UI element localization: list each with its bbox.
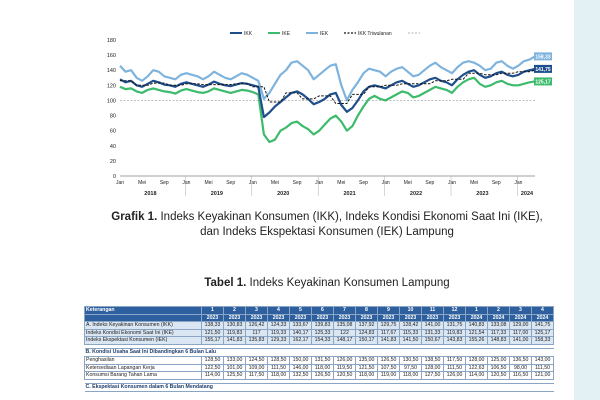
table-cell: 109,00 xyxy=(246,364,268,372)
table-cell: 126,42 xyxy=(246,322,268,330)
table-cell: 116,50 xyxy=(510,372,532,380)
table-cell: 158,33 xyxy=(532,337,554,345)
table-section-row xyxy=(85,348,554,356)
x-tick-label: Jan xyxy=(514,180,523,186)
table-cell: 126,00 xyxy=(444,372,466,380)
table-cell: 141,50 xyxy=(400,337,422,345)
table-cell: 130,50 xyxy=(400,356,422,364)
table-cell: 2023 xyxy=(246,314,268,322)
table-cell: 2023 xyxy=(312,314,334,322)
table-cell: 118,00 xyxy=(356,372,378,380)
table-cell: 140,17 xyxy=(290,329,312,337)
x-tick-label: Mei xyxy=(470,180,479,186)
table-cell: 119,83 xyxy=(444,329,466,337)
chart-end-labels xyxy=(534,52,552,85)
table-cell: 118,00 xyxy=(312,364,334,372)
table-cell: 2023 xyxy=(356,314,378,322)
table-cell: 128,50 xyxy=(268,356,290,364)
y-tick-label: 40 xyxy=(109,143,116,150)
table-cell: 137,92 xyxy=(356,322,378,330)
table-cell: 148,17 xyxy=(334,337,356,345)
table-cell: 133,00 xyxy=(224,356,246,364)
year-label: 2020 xyxy=(277,191,290,197)
table-cell: 155,26 xyxy=(466,337,488,345)
table-cell: 119,83 xyxy=(224,329,246,337)
year-label: 2018 xyxy=(144,191,157,197)
y-tick-label: 60 xyxy=(109,128,116,135)
table-cell: 11 xyxy=(422,307,444,315)
table-cell: 121,00 xyxy=(532,372,554,380)
table-row xyxy=(85,322,554,330)
table-cell: 148,83 xyxy=(488,337,510,345)
table-cell: 4 xyxy=(532,307,554,315)
figure-caption-label: Grafik 1. xyxy=(111,211,158,223)
x-tick-label: Jan xyxy=(115,180,125,186)
table-cell: 138,33 xyxy=(202,322,224,330)
table-cell: 126,00 xyxy=(334,356,356,364)
table-cell: 2024 xyxy=(466,314,488,322)
year-label: 2021 xyxy=(343,191,356,197)
table-cell: 128,42 xyxy=(400,322,422,330)
legend-label: IKK Triwulanan xyxy=(358,31,392,37)
series-line-ikk xyxy=(120,69,535,117)
table-cell: 2023 xyxy=(400,314,422,322)
table-title-label: Tabel 1. xyxy=(204,277,247,289)
table-cell: 143,00 xyxy=(532,356,554,364)
table-cell: 135,08 xyxy=(334,322,356,330)
x-tick-label: Jan xyxy=(447,180,457,186)
table-cell: 2023 xyxy=(224,314,246,322)
table-cell: 6 xyxy=(312,307,334,315)
year-label: 2023 xyxy=(476,191,489,197)
table-cell: 117,67 xyxy=(378,329,400,337)
table-cell: 2023 xyxy=(444,314,466,322)
table-cell: 101,00 xyxy=(224,364,246,372)
table-cell: 150,17 xyxy=(356,337,378,345)
table-cell: 128,00 xyxy=(422,364,444,372)
table-cell: 111,50 xyxy=(532,364,554,372)
table-cell: 141,75 xyxy=(532,322,554,330)
y-tick-label: 140 xyxy=(106,68,116,75)
table-cell: 2 xyxy=(488,307,510,315)
table-cell: 140,83 xyxy=(466,322,488,330)
table-cell: 121,54 xyxy=(466,329,488,337)
table-cell: 155,17 xyxy=(202,337,224,345)
table-cell: 127,50 xyxy=(422,372,444,380)
figure-caption-line2: dan Indeks Ekspektasi Konsumen (IEK) Lampung xyxy=(200,226,454,238)
x-tick-label: Jan xyxy=(381,180,390,186)
table-cell: 107,50 xyxy=(378,364,400,372)
table-cell: 118,00 xyxy=(268,372,290,380)
x-tick-label: Sep xyxy=(159,180,169,186)
table-header-row xyxy=(85,314,554,322)
row-label: A. Indeks Keyakinan Konsumen (IKK) xyxy=(85,322,202,330)
table-cell: 117 xyxy=(246,329,268,337)
table-cell: 121,50 xyxy=(202,329,224,337)
x-tick-label: Mei xyxy=(204,180,213,186)
table-cell: 2023 xyxy=(422,314,444,322)
table-cell: 126,50 xyxy=(312,372,334,380)
table-cell: 2024 xyxy=(532,314,554,322)
table-cell: 3 xyxy=(246,307,268,315)
table-cell: 98,00 xyxy=(510,364,532,372)
x-tick-label: Mei xyxy=(270,180,279,186)
row-label: Indeks Kondisi Ekonomi Saat Ini (IKE) xyxy=(85,329,202,337)
chart-legend xyxy=(230,31,420,37)
table-cell: 135,00 xyxy=(356,356,378,364)
table-cell: 141,00 xyxy=(422,322,444,330)
table-cell: 126,50 xyxy=(378,356,400,364)
y-tick-label: 100 xyxy=(106,98,116,105)
end-label: 141,75 xyxy=(535,66,551,73)
figure-caption-line1: Indeks Keyakinan Konsumen (IKK), Indeks Kondisi Ekonomi Saat Ini (IKE), xyxy=(160,211,543,223)
legend-label: IKE xyxy=(282,31,291,37)
table-cell: 131,33 xyxy=(422,329,444,337)
x-tick-label: Jan xyxy=(182,180,191,186)
table-cell: 139,83 xyxy=(312,322,334,330)
table-cell: 114,00 xyxy=(466,372,488,380)
table-cell: 2023 xyxy=(378,314,400,322)
table-row xyxy=(85,329,554,337)
table-cell: 12 xyxy=(444,307,466,315)
x-tick-label: Sep xyxy=(359,180,368,186)
table-cell: 125,50 xyxy=(224,372,246,380)
row-label xyxy=(85,314,202,322)
table-cell: 122,50 xyxy=(202,364,224,372)
table-cell: 2023 xyxy=(290,314,312,322)
table-cell: 131,50 xyxy=(312,356,334,364)
table-cell: 2 xyxy=(224,307,246,315)
table-row xyxy=(85,372,554,380)
table-cell: 125,00 xyxy=(488,356,510,364)
table-title xyxy=(92,277,562,289)
table-cell: 4 xyxy=(268,307,290,315)
x-tick-label: Mei xyxy=(403,180,412,186)
table-cell: 2024 xyxy=(510,314,532,322)
table-header-row xyxy=(85,307,554,315)
y-tick-label: 20 xyxy=(109,158,116,165)
table-cell: 1 xyxy=(202,307,224,315)
y-tick-label: 180 xyxy=(106,38,116,44)
row-label: Penghasilan xyxy=(85,356,202,364)
table-cell: 114,00 xyxy=(202,372,224,380)
table-cell: 117,50 xyxy=(444,356,466,364)
table-cell: 5 xyxy=(290,307,312,315)
table-cell: 124,83 xyxy=(356,329,378,337)
table-cell: 130,83 xyxy=(224,322,246,330)
x-tick-label: Sep xyxy=(491,180,501,186)
chart-plot-area xyxy=(120,56,535,142)
table-cell: 115,33 xyxy=(400,329,422,337)
year-label: 2022 xyxy=(409,191,423,197)
table-cell: 2023 xyxy=(202,314,224,322)
table-cell: 128,00 xyxy=(466,356,488,364)
end-label: 158,33 xyxy=(535,54,551,61)
table-section-row xyxy=(85,383,554,391)
table-cell: 119,50 xyxy=(334,364,356,372)
line-chart xyxy=(95,28,551,203)
table-cell: 122,63 xyxy=(466,364,488,372)
table-row xyxy=(85,356,554,364)
table-cell: 1 xyxy=(466,307,488,315)
row-label: Konsumsi Barang Tahan Lama xyxy=(85,372,202,380)
table-cell: 8 xyxy=(356,307,378,315)
page-edge-strip xyxy=(574,0,600,400)
x-tick-label: Mei xyxy=(138,180,147,186)
table-cell: 7 xyxy=(334,307,356,315)
year-label: 2024 xyxy=(520,191,534,197)
legend-label: IKK xyxy=(244,31,253,37)
table-cell: 120,50 xyxy=(334,372,356,380)
table-cell: 141,00 xyxy=(510,337,532,345)
row-label: Ketersediaan Lapangan Kerja xyxy=(85,364,202,372)
x-tick-label: Jan xyxy=(315,180,324,186)
table-cell: 125,33 xyxy=(312,329,334,337)
table-cell: 146,00 xyxy=(290,364,312,372)
table-cell: 117,00 xyxy=(510,329,532,337)
table-cell: 119,33 xyxy=(268,329,290,337)
table-cell: 125,17 xyxy=(532,329,554,337)
table-cell: 138,50 xyxy=(422,356,444,364)
table-cell: 2024 xyxy=(488,314,510,322)
table-cell: 128,50 xyxy=(202,356,224,364)
table-cell: 133,67 xyxy=(290,322,312,330)
y-tick-label: 0 xyxy=(112,174,116,180)
table-cell: 3 xyxy=(510,307,532,315)
table-cell: 154,33 xyxy=(312,337,334,345)
table-cell: 131,75 xyxy=(444,322,466,330)
table-cell: 106,50 xyxy=(488,364,510,372)
table-cell: 129,75 xyxy=(378,322,400,330)
table-cell: 120,50 xyxy=(488,372,510,380)
x-tick-label: Jan xyxy=(248,180,257,186)
y-tick-label: 80 xyxy=(109,113,116,120)
figure-caption xyxy=(92,210,562,240)
table-cell: 141,83 xyxy=(224,337,246,345)
table-cell: 117,50 xyxy=(246,372,268,380)
table-cell: 122 xyxy=(334,329,356,337)
table-cell: 129,33 xyxy=(268,337,290,345)
x-tick-label: Sep xyxy=(425,180,435,186)
x-tick-label: Sep xyxy=(226,180,236,186)
table-cell: 136,50 xyxy=(510,356,532,364)
y-tick-label: 160 xyxy=(106,53,116,60)
x-tick-label: Sep xyxy=(292,180,302,186)
table-cell: 150,67 xyxy=(422,337,444,345)
table-cell: 97,50 xyxy=(400,364,422,372)
table-cell: 129,00 xyxy=(510,322,532,330)
table-cell: 117,33 xyxy=(488,329,510,337)
table-cell: 10 xyxy=(400,307,422,315)
table-cell: 2023 xyxy=(268,314,290,322)
table-cell: 119,00 xyxy=(378,372,400,380)
table-cell: 124,33 xyxy=(268,322,290,330)
section-label: B. Kondisi Usaha Saat Ini Dibandingkan 6 Bulan Lalu xyxy=(85,348,554,356)
year-label: 2019 xyxy=(210,191,223,197)
end-label: 125,17 xyxy=(535,79,551,86)
table-cell: 111,50 xyxy=(444,364,466,372)
table-row xyxy=(85,337,554,345)
row-label: Keterangan xyxy=(85,307,202,315)
series-line-ike xyxy=(120,78,535,142)
table-cell: 9 xyxy=(378,307,400,315)
table-cell: 121,50 xyxy=(356,364,378,372)
legend-label: IEK xyxy=(320,31,329,37)
table-cell: 132,50 xyxy=(290,372,312,380)
table-cell: 118,00 xyxy=(400,372,422,380)
table-cell: 111,50 xyxy=(268,364,290,372)
table-cell: 2023 xyxy=(334,314,356,322)
table-cell: 143,83 xyxy=(444,337,466,345)
table-row xyxy=(85,364,554,372)
section-label: C. Ekspektasi Konsumen dalam 6 Bulan Mendatang xyxy=(85,383,554,391)
y-tick-label: 120 xyxy=(106,83,116,90)
table-cell: 141,83 xyxy=(378,337,400,345)
table-cell: 162,17 xyxy=(290,337,312,345)
table-cell: 150,00 xyxy=(290,356,312,364)
x-tick-label: Mei xyxy=(337,180,346,186)
table-cell: 133,08 xyxy=(488,322,510,330)
table-cell: 124,50 xyxy=(246,356,268,364)
ikk-table xyxy=(84,306,554,392)
row-label: Indeks Ekspektasi Konsumen (IEK) xyxy=(85,337,202,345)
table-title-text: Indeks Keyakinan Konsumen Lampung xyxy=(249,277,450,289)
table-cell: 135,83 xyxy=(246,337,268,345)
